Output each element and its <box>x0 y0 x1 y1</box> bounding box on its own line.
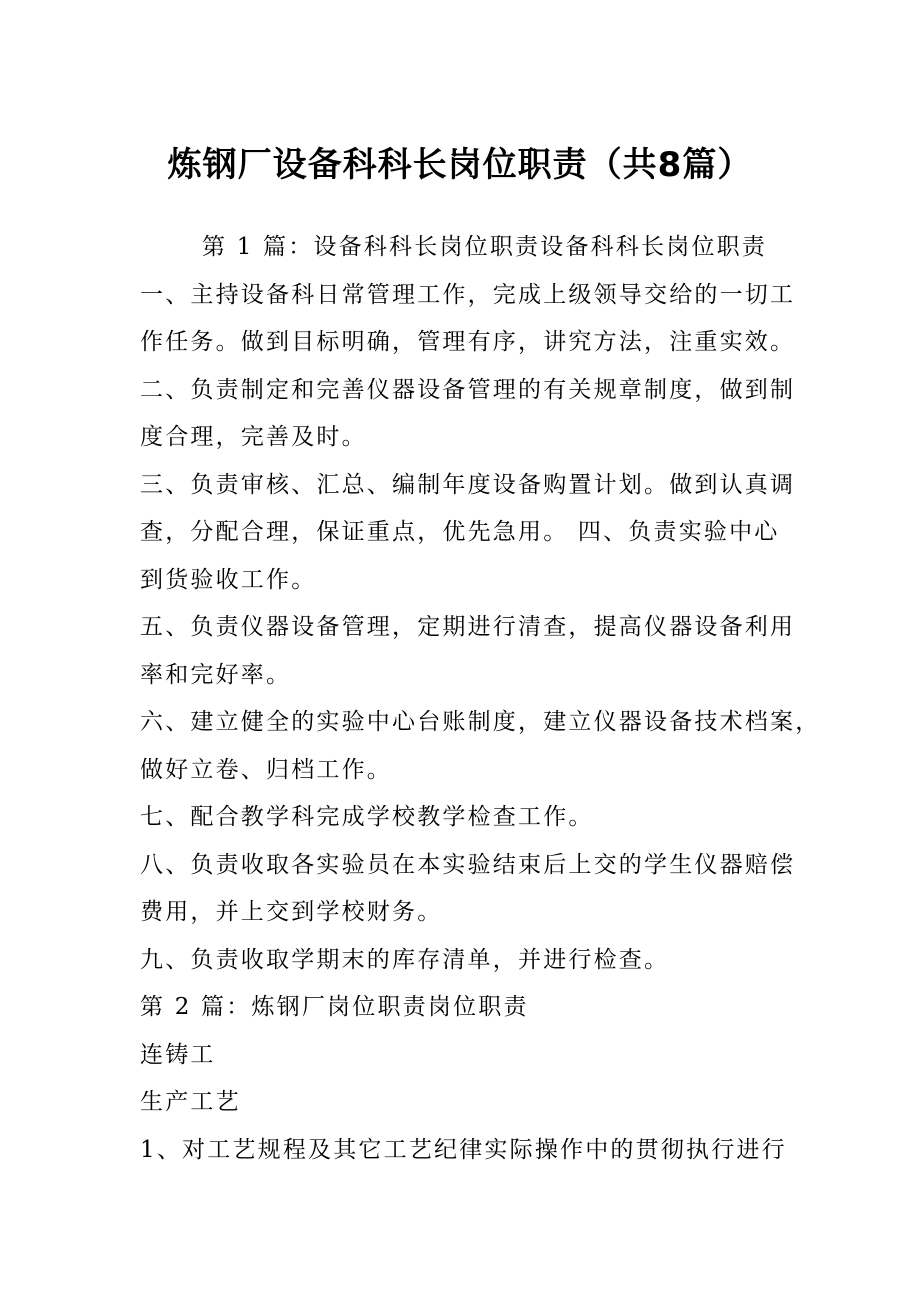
text-line: 八、负责收取各实验员在本实验结束后上交的学生仪器赔偿 <box>140 851 796 878</box>
text-line: 率和完好率。 <box>140 661 292 688</box>
text-line: 到货验收工作。 <box>140 566 317 593</box>
section-heading-2: 第 2 篇：炼钢厂岗位职责岗位职责 <box>140 994 529 1020</box>
text-line: 一、主持设备科日常管理工作，完成上级领导交给的一切工 <box>140 281 796 308</box>
document-body <box>140 224 821 1174</box>
text-line: 三、负责审核、汇总、编制年度设备购置计划。做到认真调 <box>140 471 796 498</box>
text-line: 做好立卷、归档工作。 <box>140 756 392 783</box>
text-line: 二、负责制定和完善仪器设备管理的有关规章制度，做到制 <box>140 376 796 403</box>
text-line: 1、对工艺规程及其它工艺纪律实际操作中的贯彻执行进行 <box>140 1136 787 1163</box>
text-line: 六、建立健全的实验中心台账制度，建立仪器设备技术档案， <box>140 709 821 735</box>
text-line: 七、配合教学科完成学校教学检查工作。 <box>140 804 594 830</box>
section-heading-1: 第 1 篇：设备科科长岗位职责设备科科长岗位职责 <box>202 234 768 260</box>
document-title: 炼钢厂设备科科长岗位职责（共8篇） <box>167 145 753 185</box>
text-line: 度合理，完善及时。 <box>140 424 367 450</box>
text-line: 九、负责收取学期末的库存清单，并进行检查。 <box>140 946 670 973</box>
text-line: 查，分配合理，保证重点，优先急用。 四、负责实验中心 <box>140 519 780 545</box>
text-line: 费用，并上交到学校财务。 <box>140 899 443 925</box>
text-line: 五、负责仪器设备管理，定期进行清查，提高仪器设备利用 <box>140 614 796 640</box>
text-line: 作任务。做到目标明确，管理有序，讲究方法，注重实效。 <box>140 329 796 355</box>
text-line: 生产工艺 <box>140 1089 241 1115</box>
text-line: 连铸工 <box>140 1041 216 1068</box>
